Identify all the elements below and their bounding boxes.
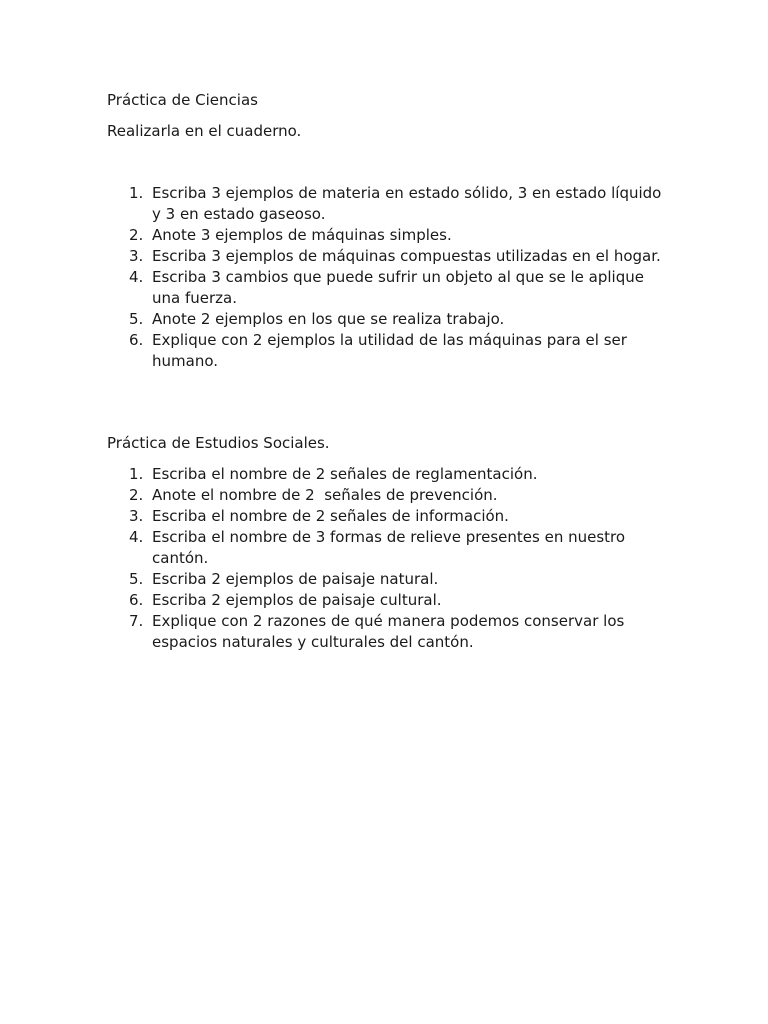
list-item-number: 6. xyxy=(129,331,144,349)
list-item xyxy=(107,569,667,590)
list-item-number: 4. xyxy=(129,528,144,546)
list-item xyxy=(107,330,667,372)
list-item-text: Anote 2 ejemplos en los que se realiza trabajo. xyxy=(152,310,505,328)
list-item-number: 3. xyxy=(129,247,144,265)
list-item-text: Explique con 2 razones de qué manera podemos conservar los espacios naturales y culturales del cantón. xyxy=(152,612,625,651)
list-item-number: 1. xyxy=(129,184,144,202)
list-item-text: Escriba 2 ejemplos de paisaje natural. xyxy=(152,570,439,588)
social-studies-practice-title: Práctica de Estudios Sociales. xyxy=(107,434,330,452)
list-item-text: Anote el nombre de 2 señales de prevención. xyxy=(152,486,498,504)
list-item-number: 1. xyxy=(129,465,144,483)
social-studies-question-list xyxy=(107,464,667,653)
list-item xyxy=(107,225,667,246)
list-item-text: Escriba 3 ejemplos de máquinas compuestas utilizadas en el hogar. xyxy=(152,247,661,265)
list-item-number: 6. xyxy=(129,591,144,609)
list-item-text: Escriba el nombre de 2 señales de información. xyxy=(152,507,509,525)
list-item-number: 2. xyxy=(129,486,144,504)
list-item xyxy=(107,464,667,485)
list-item-text: Escriba el nombre de 3 formas de relieve presentes en nuestro cantón. xyxy=(152,528,626,567)
list-item xyxy=(107,267,667,309)
list-item-text: Explique con 2 ejemplos la utilidad de las máquinas para el ser humano. xyxy=(152,331,627,370)
list-item-text: Escriba el nombre de 2 señales de reglamentación. xyxy=(152,465,538,483)
science-practice-title: Práctica de Ciencias xyxy=(107,91,258,109)
science-question-list xyxy=(107,183,667,372)
list-item xyxy=(107,506,667,527)
list-item-number: 5. xyxy=(129,310,144,328)
list-item xyxy=(107,309,667,330)
list-item-text: Escriba 3 cambios que puede sufrir un objeto al que se le aplique una fuerza. xyxy=(152,268,644,307)
list-item xyxy=(107,485,667,506)
list-item xyxy=(107,246,667,267)
list-item-text: Escriba 2 ejemplos de paisaje cultural. xyxy=(152,591,442,609)
list-item-text: Escriba 3 ejemplos de materia en estado sólido, 3 en estado líquido y 3 en estado gaseoso. xyxy=(152,184,662,223)
list-item xyxy=(107,611,667,653)
list-item xyxy=(107,527,667,569)
list-item xyxy=(107,183,667,225)
list-item-number: 7. xyxy=(129,612,144,630)
list-item-number: 5. xyxy=(129,570,144,588)
list-item-number: 2. xyxy=(129,226,144,244)
science-instruction: Realizarla en el cuaderno. xyxy=(107,122,302,140)
list-item-number: 3. xyxy=(129,507,144,525)
list-item-text: Anote 3 ejemplos de máquinas simples. xyxy=(152,226,452,244)
list-item xyxy=(107,590,667,611)
list-item-number: 4. xyxy=(129,268,144,286)
